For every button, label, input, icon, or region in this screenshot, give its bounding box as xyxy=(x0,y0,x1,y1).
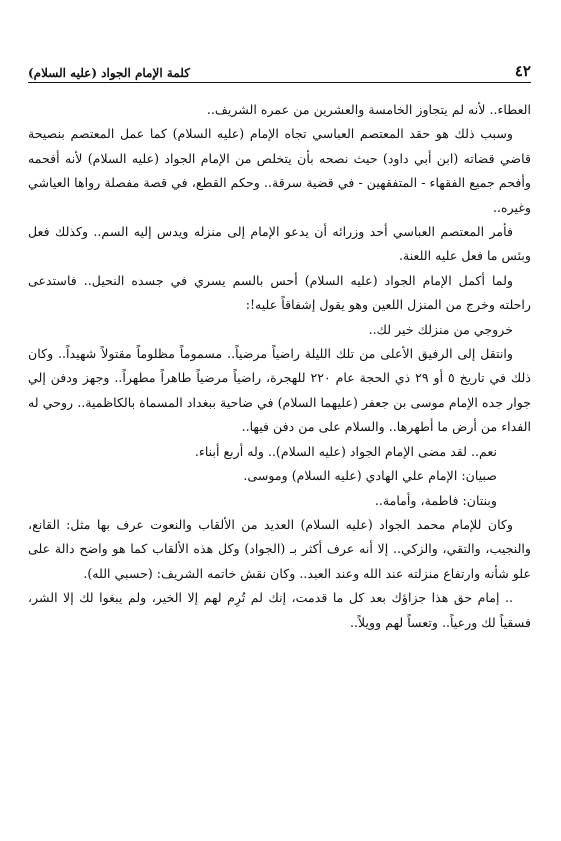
paragraph: ولما أكمل الإمام الجواد (عليه السلام) أحس بالسم يسري في جسده النحيل.. فاستدعى راحلته وخرج من المنزل اللعين وهو يقول إشفاقاً عليه!: xyxy=(28,272,531,313)
header-rule xyxy=(28,82,531,83)
paragraph: فأمر المعتصم العباسي أحد وزرائه أن يدعو الإمام إلى منزله ويدس إليه السم.. وكذلك فعل وبئس ما فعل عليه اللعنة. xyxy=(28,224,531,264)
body-text xyxy=(28,98,531,635)
page-number: ٤٢ xyxy=(514,62,531,80)
paragraph: .. إمام حق هذا جزاؤك بعد كل ما قدمت، إنك لم تُرِم لهم إلا الخير، ولم يبغوا لك إلا الشر، فسقياً لك ورعياً.. وتعساً لهم وويلاً.. xyxy=(28,590,531,630)
paragraph: وكان للإمام محمد الجواد (عليه السلام) العديد من الألقاب والنعوت عرف بها مثل: القانع، والنجيب، والتقي، والزكي.. إلا أنه عرف أكثر بـ (الجواد) وكل هذه الألقاب كما هو واضح دالة على علو شأنه وارتفاع منزلته عند الله وعند العبد.. وكان نقش خاتمه الشريف: (حسبي الله). xyxy=(28,516,531,581)
paragraph: وبنتان: فاطمة، وأمامة.. xyxy=(374,492,497,508)
paragraph: نعم.. لقد مضى الإمام الجواد (عليه السلام).. وله أربع أبناء. xyxy=(194,443,497,459)
running-title: كلمة الإمام الجواد (عليه السلام) xyxy=(28,66,190,80)
paragraph: وانتقل إلى الرفيق الأعلى من تلك الليلة راضياً مرضياً.. مسموماً مظلوماً مقتولاً شهيداً.. وكان ذلك في تاريخ ٥ أو ٢٩ ذي الحجة عام ٢٢٠ للهجرة، راضياً مرضياً طاهراً مطهراً.. وجهز ودفن إلي جوار جده الإمام موسى بن جعفر (عليهما السلام) في ضاحية ببغداد المسماة بالكاظمية.. روحي له الفداء من أرض ما أطهرها.. والسلام على من دفن فيها.. xyxy=(28,346,531,435)
running-header xyxy=(28,56,531,80)
paragraph: خروجي من منزلك خير لك.. xyxy=(368,321,513,337)
paragraph: العطاء.. لأنه لم يتجاوز الخامسة والعشرين من عمره الشريف.. xyxy=(206,102,531,117)
paragraph: صبيان: الإمام علي الهادي (عليه السلام) وموسى. xyxy=(243,468,497,484)
paragraph: وسبب ذلك هو حقد المعتصم العباسي تجاه الإمام (عليه السلام) كما عمل المعتصم بنصيحة قاضي قضاته (ابن أبي داود) حيث نصحه بأن يتخلص من الإمام الجواد (عليه السلام) لأنه أفحمه وأفحم جميع الفقهاء - المتفقهين - في قضية سرقة.. وحكم القطع، في قصة مفصلة رواها العياشي وغيره.. xyxy=(28,126,531,215)
